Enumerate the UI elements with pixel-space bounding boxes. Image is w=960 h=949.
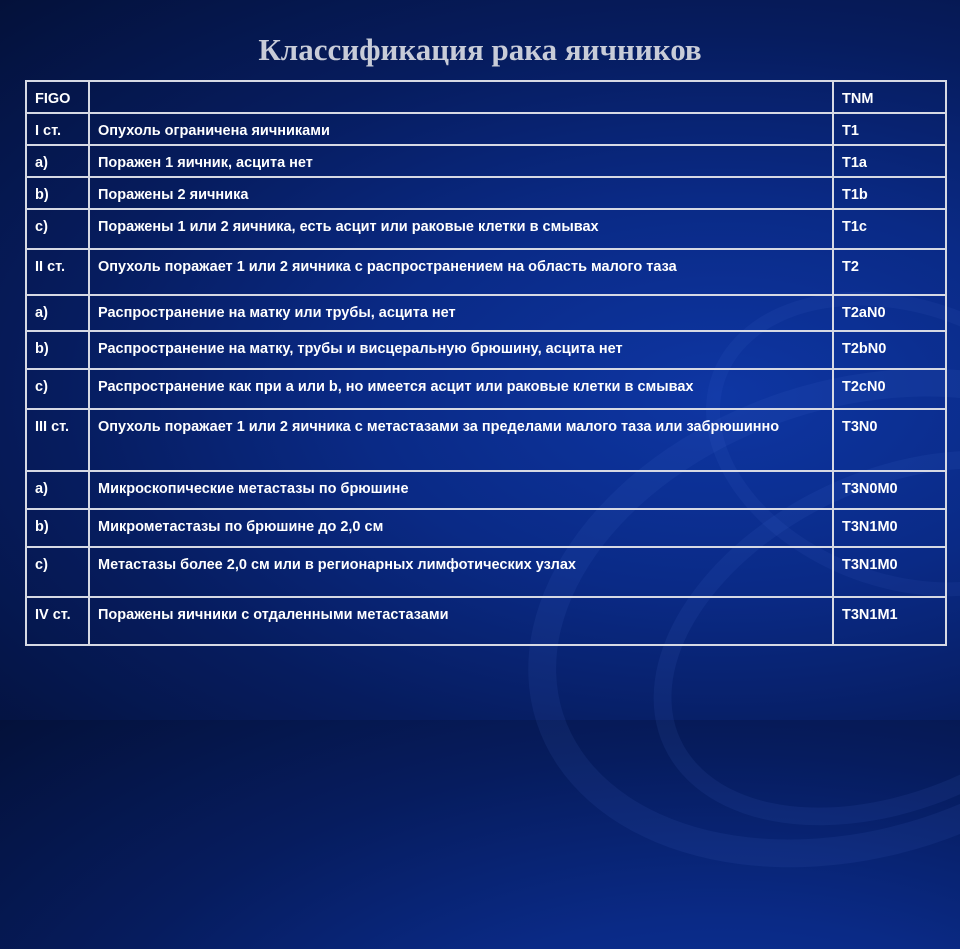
tnm-cell: T2cN0 — [833, 369, 946, 409]
figo-cell: c) — [26, 547, 89, 597]
table-row — [26, 509, 946, 547]
table-row — [26, 331, 946, 369]
table-row — [26, 409, 946, 471]
tnm-cell: T3N0 — [833, 409, 946, 471]
description-cell: Микроскопические метастазы по брюшине — [89, 471, 833, 509]
tnm-cell: T3N1M0 — [833, 547, 946, 597]
table-row — [26, 597, 946, 645]
tnm-cell: T2bN0 — [833, 331, 946, 369]
figo-cell: b) — [26, 331, 89, 369]
description-cell: Распространение на матку, трубы и висцеральную брюшину, асцита нет — [89, 331, 833, 369]
description-cell: Опухоль поражает 1 или 2 яичника с распространением на область малого таза — [89, 249, 833, 295]
tnm-cell: T1a — [833, 145, 946, 177]
table-row — [26, 369, 946, 409]
slide-title: Классификация рака яичников — [258, 32, 702, 67]
table-row — [26, 209, 946, 249]
tnm-cell: T2 — [833, 249, 946, 295]
table-header-row — [26, 81, 946, 113]
table-row — [26, 547, 946, 597]
description-cell: Распространение как при a или b, но имеется асцит или раковые клетки в смывах — [89, 369, 833, 409]
table-row — [26, 145, 946, 177]
tnm-cell: T3N0M0 — [833, 471, 946, 509]
header-tnm: TNM — [833, 81, 946, 113]
description-cell: Поражены 1 или 2 яичника, есть асцит или раковые клетки в смывах — [89, 209, 833, 249]
header-description — [89, 81, 833, 113]
tnm-cell: T3N1M0 — [833, 509, 946, 547]
figo-cell: a) — [26, 471, 89, 509]
figo-cell: b) — [26, 509, 89, 547]
figo-cell: c) — [26, 369, 89, 409]
figo-cell: II ст. — [26, 249, 89, 295]
description-cell: Опухоль поражает 1 или 2 яичника с метастазами за пределами малого таза или забрюшинно — [89, 409, 833, 471]
figo-cell: а) — [26, 145, 89, 177]
figo-cell: III ст. — [26, 409, 89, 471]
figo-cell: a) — [26, 295, 89, 331]
table-row — [26, 177, 946, 209]
table-row — [26, 295, 946, 331]
tnm-cell: T3N1M1 — [833, 597, 946, 645]
description-cell: Поражены 2 яичника — [89, 177, 833, 209]
description-cell: Поражен 1 яичник, асцита нет — [89, 145, 833, 177]
table-row — [26, 113, 946, 145]
figo-cell: IV ст. — [26, 597, 89, 645]
tnm-cell: T2aN0 — [833, 295, 946, 331]
description-cell: Опухоль ограничена яичниками — [89, 113, 833, 145]
tnm-cell: T1c — [833, 209, 946, 249]
table-row — [26, 471, 946, 509]
description-cell: Поражены яичники с отдаленными метастазами — [89, 597, 833, 645]
header-figo: FIGO — [26, 81, 89, 113]
figo-cell: I ст. — [26, 113, 89, 145]
tnm-cell: T1 — [833, 113, 946, 145]
description-cell: Микрометастазы по брюшине до 2,0 см — [89, 509, 833, 547]
description-cell: Метастазы более 2,0 см или в регионарных лимфотических узлах — [89, 547, 833, 597]
figo-cell: b) — [26, 177, 89, 209]
tnm-cell: T1b — [833, 177, 946, 209]
figo-cell: c) — [26, 209, 89, 249]
classification-table — [25, 80, 947, 646]
table-row — [26, 249, 946, 295]
description-cell: Распространение на матку или трубы, асцита нет — [89, 295, 833, 331]
